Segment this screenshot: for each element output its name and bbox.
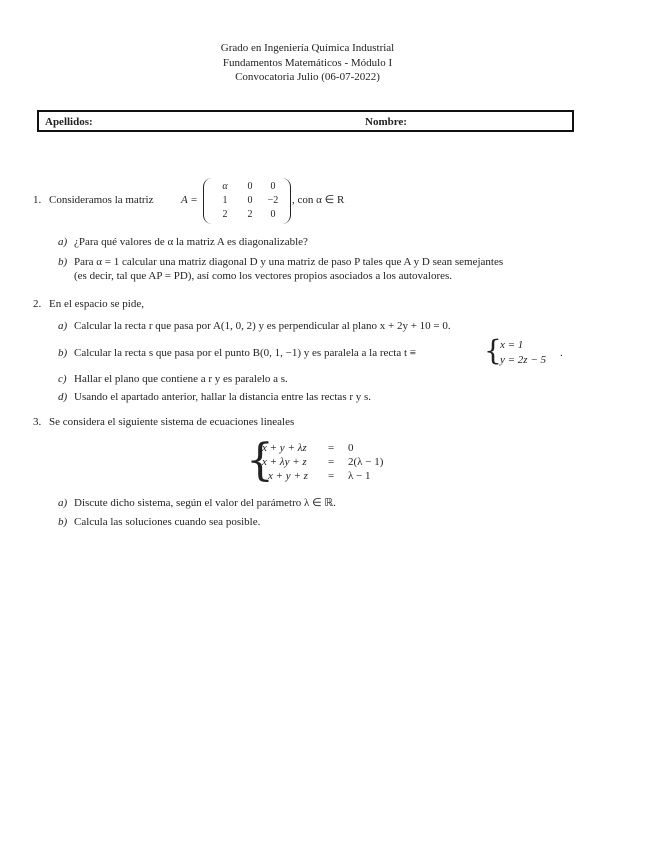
header-course: Fundamentos Matemáticos - Módulo I [222,56,393,69]
matrix-cell: α [222,181,228,192]
q1a-label: a) [58,236,68,248]
system-brace: { [246,435,274,486]
matrix-left-paren [203,178,212,224]
q1-intro: Consideramos la matriz [49,194,154,206]
system-eq: = [328,470,335,482]
system-lhs: x + λy + z [262,456,307,468]
system-eq: = [328,442,335,454]
system-eq: = [328,456,335,468]
header-degree: Grado en Ingeniería Química Industrial [220,42,395,54]
matrix-cell: −2 [267,195,279,206]
matrix-cell: 0 [247,181,253,192]
matrix-right-paren [282,178,291,224]
q2c-text: Hallar el plano que contiene a r y es paralelo a s. [74,373,288,385]
t-eq1: x = 1 [500,339,524,351]
q1-number: 1. [33,194,42,206]
matrix-cell: 0 [247,195,253,206]
q1b-text-line2: (es decir, tal que AP = PD), así como los vectores propios asociados a los autovalores. [74,270,453,282]
q2-number: 2. [33,298,42,310]
student-info-box[interactable] [37,110,574,132]
q3-number: 3. [33,416,42,428]
q1b-text-line1: Para α = 1 calcular una matriz diagonal D y una matriz de paso P tales que A y D sean semejantes [74,256,504,268]
q1-matrix-name: A = [181,194,198,206]
q3-intro: Se considera el siguiente sistema de ecuaciones lineales [49,416,295,428]
q1a-text: ¿Para qué valores de α la matriz A es diagonalizable? [74,236,308,248]
header-session: Convocatoria Julio (06-07-2022) [235,71,380,83]
q2c-label: c) [58,373,67,385]
matrix-cell: 1 [222,195,228,206]
name-label: Nombre: [365,116,407,128]
q3a-label: a) [58,497,68,509]
q3b-text: Calcula las soluciones cuando sea posible. [74,516,261,528]
matrix-cell: 0 [270,209,276,220]
t-eq2: y = 2z − 5 [500,354,547,366]
matrix-cell: 2 [222,209,228,220]
matrix-cell: 0 [270,181,276,192]
q1b-label: b) [58,256,68,268]
system-rhs: 2(λ − 1) [348,456,384,468]
t-system-brace: { [484,334,502,367]
matrix-cell: 2 [247,209,253,220]
q3a-text: Discute dicho sistema, según el valor del parámetro λ ∈ ℝ. [74,497,336,509]
q2d-label: d) [58,391,68,403]
system-lhs: x + y + z [268,470,308,482]
q2d-text: Usando el apartado anterior, hallar la distancia entre las rectas r y s. [74,391,372,403]
q2b-text: Calcular la recta s que pasa por el punto B(0, 1, −1) y es paralela a la recta t ≡ [74,347,416,359]
matrix-a [203,178,291,224]
q2-intro: En el espacio se pide, [49,298,144,310]
q2a-label: a) [58,320,68,332]
system-rhs: λ − 1 [348,470,371,482]
q3b-label: b) [58,516,68,528]
exam-header [0,41,615,85]
t-end: . [560,347,563,359]
q2b-label: b) [58,347,68,359]
q1-condition: , con α ∈ R [292,194,345,206]
surname-label: Apellidos: [45,116,93,128]
system-lhs: x + y + λz [262,442,307,454]
system-rhs: 0 [348,442,354,454]
q2a-text: Calcular la recta r que pasa por A(1, 0, 2) y es perpendicular al plano x + 2y + 10 = 0. [74,320,451,332]
